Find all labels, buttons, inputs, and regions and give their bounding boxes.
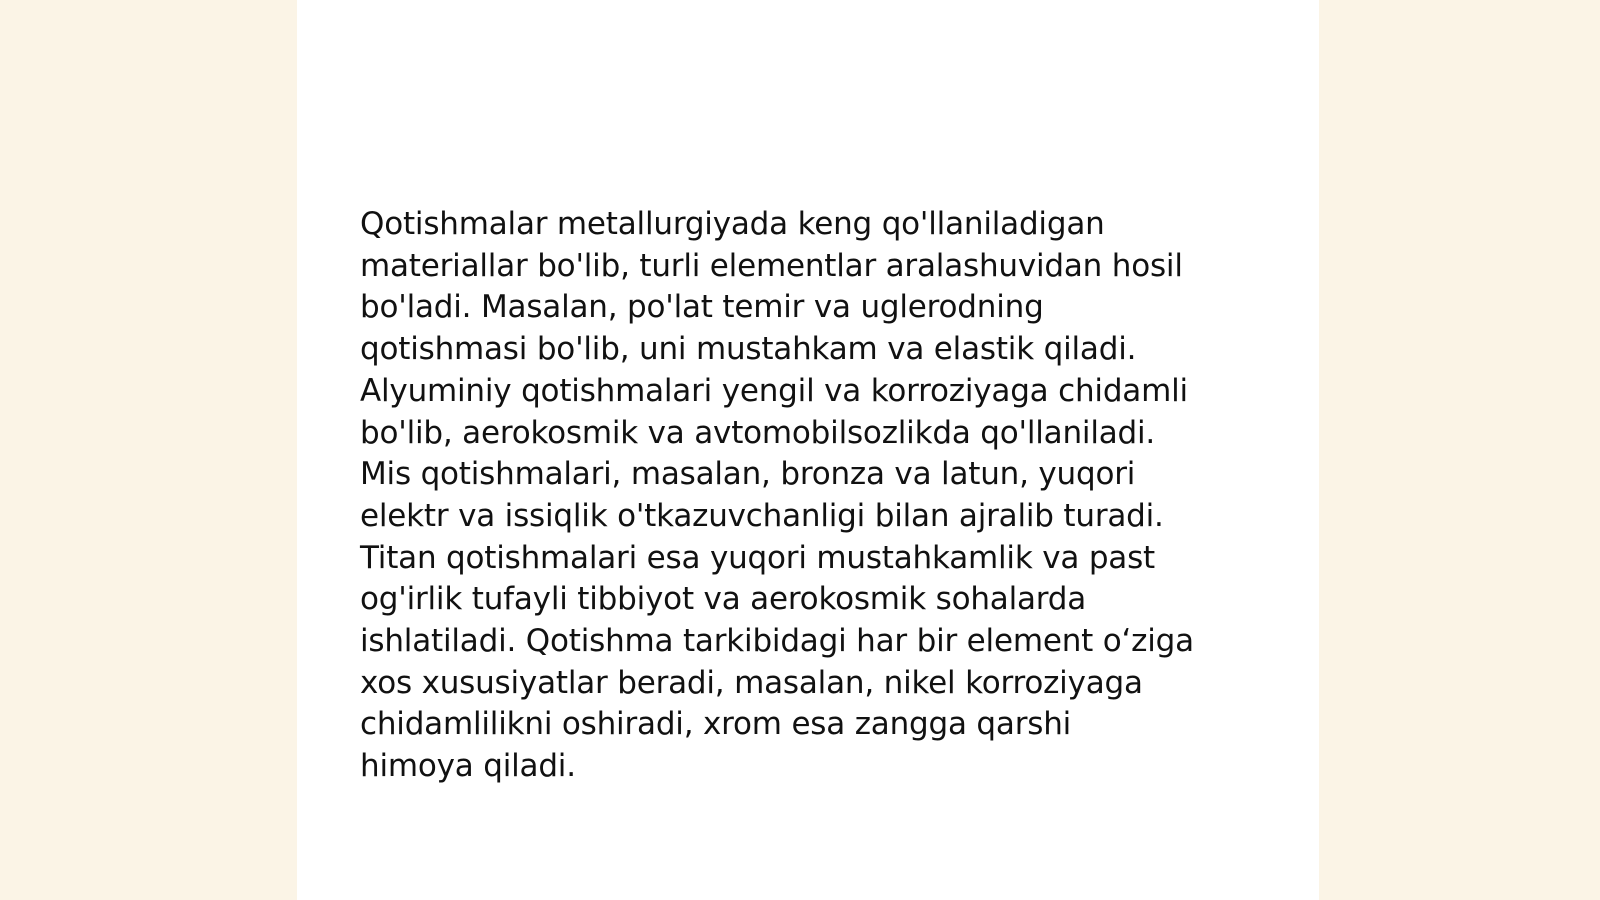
body-paragraph: Qotishmalar metallurgiyada keng qo'llaniladigan materiallar bo'lib, turli elementlar aralashuvidan hosil bo'ladi. Masalan, po'lat temir va uglerodning qotishmasi bo'lib, uni mustahkam va elastik qiladi. Alyuminiy qotishmalari yengil va korroziyaga chidamli bo'lib, aerokosmik va avtomobilsozlikda qo'llaniladi. Mis qotishmalari, masalan, bronza va latun, yuqori elektr va issiqlik o'tkazuvchanligi bilan ajralib turadi. Titan qotishmalari esa yuqori mustahkamlik va past og'irlik tufayli tibbiyot va aerokosmik sohalarda ishlatiladi. Qotishma tarkibidagi har bir element oʻziga xos xususiyatlar beradi, masalan, nikel korroziyaga chidamlilikni oshiradi, xrom esa zangga qarshi himoya qiladi. <box>360 206 1194 785</box>
document-page <box>297 0 1319 900</box>
